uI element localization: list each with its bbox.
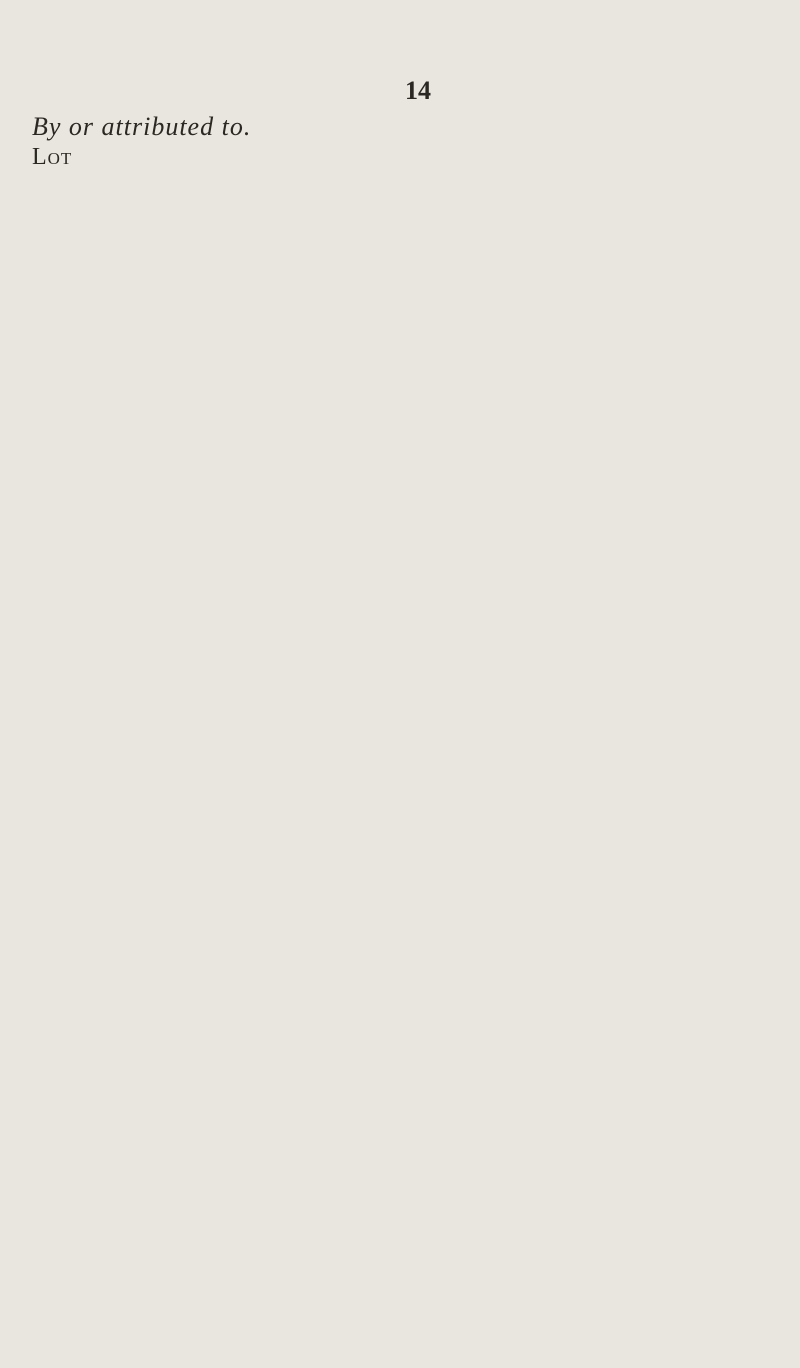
lot-column-label: Lot [32,144,73,170]
page-number: 14 [405,76,431,105]
section-header: By or attributed to. [32,112,252,141]
